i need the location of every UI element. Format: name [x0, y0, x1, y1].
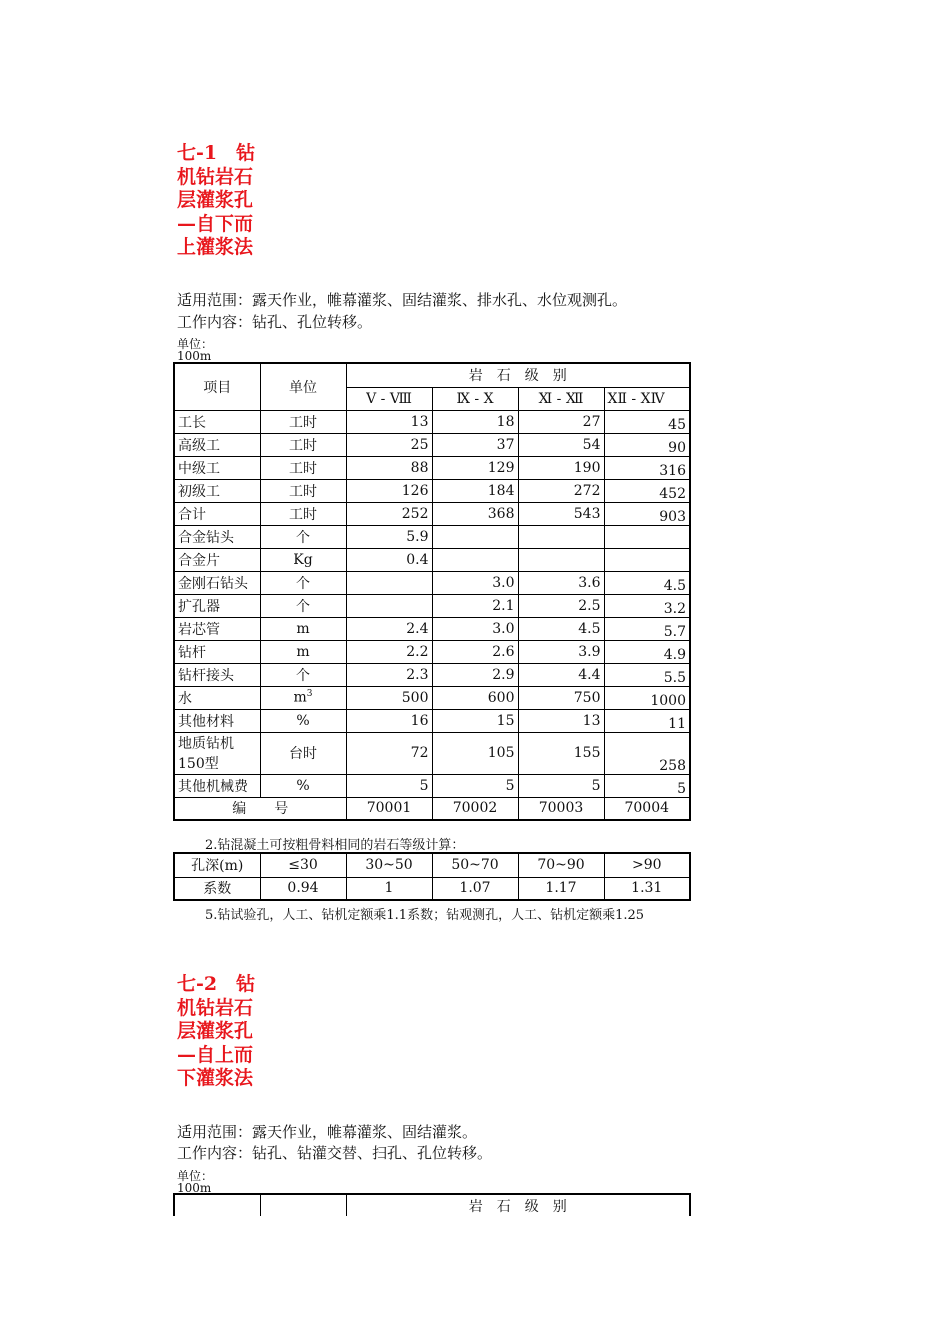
row-name [174, 663, 260, 686]
title-line: 七-2 钻 [177, 973, 256, 995]
row-name [174, 433, 260, 456]
row-unit-text: % [296, 777, 310, 794]
value-cell: 600 [432, 686, 518, 709]
row-unit [260, 617, 346, 640]
row-name [174, 410, 260, 433]
row-name-text: 水 [178, 690, 192, 707]
table-row [174, 456, 690, 479]
table-row [174, 617, 690, 640]
row-unit-text: Kg [293, 551, 313, 568]
row-name-text: 合计 [178, 506, 206, 523]
title-line: 层灌浆孔 [177, 189, 254, 211]
table-row [174, 479, 690, 502]
table-row [174, 502, 690, 525]
value-cell: 5.5 [604, 663, 690, 686]
row-unit-text: 工时 [289, 414, 317, 431]
title-line: —自上而 [177, 1043, 254, 1066]
title-line: 机钻岩石 [177, 165, 254, 188]
value-cell: 184 [432, 479, 518, 502]
header-rock-grade: 岩 石 级 别 [346, 1194, 690, 1218]
value-cell: 3.0 [432, 571, 518, 594]
value-cell: 500 [346, 686, 432, 709]
value-cell: 272 [518, 479, 604, 502]
work-content-text: 工作内容：钻孔、钻灌交替、扫孔、孔位转移。 [177, 1144, 493, 1162]
value-cell: 37 [432, 433, 518, 456]
depth-cell: 70~90 [518, 853, 604, 877]
table-row [174, 433, 690, 456]
value-cell: 13 [518, 709, 604, 732]
value-cell: 3.9 [518, 640, 604, 663]
row-name-text: 高级工 [178, 437, 220, 454]
row-name-text: 初级工 [178, 483, 220, 500]
depth-cell: 30~50 [346, 853, 432, 877]
value-cell: 2.9 [432, 663, 518, 686]
value-cell: 5.7 [604, 617, 690, 640]
value-cell: 2.3 [346, 663, 432, 686]
row-unit [260, 732, 346, 774]
value-cell: 25 [346, 433, 432, 456]
section-1-title [177, 142, 267, 260]
row-unit-text: 个 [296, 575, 310, 592]
value-cell: 54 [518, 433, 604, 456]
unit-label-text: 单位： [177, 338, 214, 351]
row-name-text: 其他机械费 [178, 778, 248, 795]
page-cutoff [0, 1216, 950, 1344]
row-unit-text: 工时 [289, 506, 317, 523]
factor-cell: 1.07 [432, 877, 518, 900]
row-unit-text: 个 [296, 529, 310, 546]
code-label: 编 号 [174, 797, 346, 820]
value-cell [604, 548, 690, 571]
code-cell: 70002 [432, 797, 518, 820]
title-line: —自下而 [177, 212, 254, 235]
value-cell: 368 [432, 502, 518, 525]
grade-col: Ⅺ - Ⅻ [518, 387, 604, 410]
value-cell: 452 [604, 479, 690, 502]
row-unit [260, 709, 346, 732]
row-unit [260, 774, 346, 797]
row-unit-text: m [296, 643, 310, 660]
row-name-text: 合金钻头 [178, 529, 234, 546]
note-concrete: 2.钻混凝土可按粗骨料相同的岩石等级计算： [205, 838, 465, 853]
unit-superscript: 3 [306, 689, 313, 700]
value-cell [346, 594, 432, 617]
table-row [174, 548, 690, 571]
row-name [174, 594, 260, 617]
value-cell: 3.0 [432, 617, 518, 640]
value-cell: 126 [346, 479, 432, 502]
depth-coefficient-table [173, 852, 691, 901]
row-name [174, 709, 260, 732]
value-cell [346, 571, 432, 594]
scope-text: 适用范围：露天作业，帷幕灌浆、固结灌浆、排水孔、水位观测孔。 [177, 291, 628, 309]
value-cell: 3.2 [604, 594, 690, 617]
row-name-text: 金刚石钻头 [178, 575, 248, 592]
row-unit-text: 个 [296, 598, 310, 615]
row-name [174, 732, 260, 774]
row-unit [260, 663, 346, 686]
value-cell: 190 [518, 456, 604, 479]
depth-cell: ≤30 [260, 853, 346, 877]
unit-label-text: 单位： [177, 1170, 214, 1183]
row-name-text: 中级工 [178, 460, 220, 477]
value-cell: 4.5 [518, 617, 604, 640]
row-unit [260, 548, 346, 571]
title-line: 上灌浆法 [177, 236, 254, 258]
value-cell: 72 [346, 732, 432, 774]
code-cell: 70004 [604, 797, 690, 820]
value-cell: 5 [604, 774, 690, 797]
row-name [174, 640, 260, 663]
value-cell: 2.5 [518, 594, 604, 617]
title-line: 下灌浆法 [177, 1067, 254, 1089]
value-cell: 11 [604, 709, 690, 732]
value-cell [518, 548, 604, 571]
unit-label [177, 338, 257, 364]
value-cell: 2.6 [432, 640, 518, 663]
depth-cell: 50~70 [432, 853, 518, 877]
value-cell: 750 [518, 686, 604, 709]
grade-col: ⅩⅡ - ⅩⅣ [604, 387, 690, 410]
value-cell: 5 [432, 774, 518, 797]
header-unit: 单位 [260, 363, 346, 410]
value-cell: 2.4 [346, 617, 432, 640]
table-row [174, 709, 690, 732]
value-cell: 252 [346, 502, 432, 525]
row-unit-text: 工时 [289, 437, 317, 454]
table-row [174, 410, 690, 433]
factor-label: 系数 [174, 877, 260, 900]
value-cell [432, 548, 518, 571]
row-name [174, 456, 260, 479]
depth-cell: >90 [604, 853, 690, 877]
value-cell: 5 [518, 774, 604, 797]
grade-col: Ⅴ - Ⅷ [346, 387, 432, 410]
value-cell: 4.4 [518, 663, 604, 686]
value-cell [432, 525, 518, 548]
row-unit [260, 410, 346, 433]
table-row [174, 774, 690, 797]
header-rock-grade: 岩 石 级 别 [346, 363, 690, 387]
row-name-text: 钻杆接头 [178, 667, 234, 684]
row-unit-text: m [296, 620, 310, 637]
factor-cell: 1.31 [604, 877, 690, 900]
value-cell: 15 [432, 709, 518, 732]
row-name-text: 150型 [178, 756, 219, 772]
value-cell: 4.5 [604, 571, 690, 594]
value-cell: 105 [432, 732, 518, 774]
unit-value-text: 100m [177, 1181, 212, 1195]
value-cell: 0.4 [346, 548, 432, 571]
row-unit-text: m [293, 689, 307, 706]
title-line: 机钻岩石 [177, 996, 254, 1019]
value-cell: 258 [604, 732, 690, 774]
row-unit-text: 个 [296, 667, 310, 684]
row-unit [260, 525, 346, 548]
value-cell: 1000 [604, 686, 690, 709]
header-item: 项目 [174, 363, 260, 410]
unit-value-text: 100m [177, 349, 212, 363]
row-name [174, 617, 260, 640]
code-cell: 70003 [518, 797, 604, 820]
table-row [174, 732, 690, 774]
value-cell: 3.6 [518, 571, 604, 594]
value-cell: 88 [346, 456, 432, 479]
row-name-text: 岩芯管 [178, 621, 220, 638]
code-cell: 70001 [346, 797, 432, 820]
value-cell: 18 [432, 410, 518, 433]
row-name-text: 其他材料 [178, 713, 234, 730]
row-unit [260, 433, 346, 456]
value-cell: 155 [518, 732, 604, 774]
value-cell: 45 [604, 410, 690, 433]
value-cell: 13 [346, 410, 432, 433]
title-line: 七-1 钻 [177, 142, 256, 164]
title-line: 层灌浆孔 [177, 1020, 254, 1042]
row-name [174, 774, 260, 797]
value-cell: 903 [604, 502, 690, 525]
depth-label: 孔深(m) [174, 853, 260, 877]
row-unit [260, 686, 346, 709]
factor-cell: 0.94 [260, 877, 346, 900]
value-cell: 27 [518, 410, 604, 433]
row-name-text: 工长 [178, 414, 206, 431]
row-unit [260, 456, 346, 479]
row-unit [260, 479, 346, 502]
value-cell [518, 525, 604, 548]
table-row [174, 640, 690, 663]
table-row [174, 594, 690, 617]
value-cell: 90 [604, 433, 690, 456]
row-name-text: 钻杆 [178, 644, 206, 661]
work-content-text: 工作内容：钻孔、孔位转移。 [177, 313, 373, 331]
row-name [174, 479, 260, 502]
row-unit [260, 502, 346, 525]
row-name [174, 548, 260, 571]
scope-text: 适用范围：露天作业，帷幕灌浆、固结灌浆。 [177, 1123, 478, 1141]
table-row [174, 571, 690, 594]
row-unit [260, 594, 346, 617]
value-cell: 5.9 [346, 525, 432, 548]
value-cell: 129 [432, 456, 518, 479]
row-name [174, 525, 260, 548]
table-row [174, 663, 690, 686]
table-row [174, 686, 690, 709]
row-unit-text: 台时 [289, 746, 317, 762]
value-cell: 16 [346, 709, 432, 732]
row-name-text: 扩孔器 [178, 598, 220, 615]
value-cell: 4.9 [604, 640, 690, 663]
factor-cell: 1 [346, 877, 432, 900]
row-name [174, 502, 260, 525]
grade-col: Ⅸ - Ⅹ [432, 387, 518, 410]
note-test-hole: 5.钻试验孔，人工、钻机定额乘1.1系数；钻观测孔，人工、钻机定额乘1.25 [205, 908, 645, 923]
row-unit [260, 640, 346, 663]
row-unit-text: 工时 [289, 483, 317, 500]
factor-cell: 1.17 [518, 877, 604, 900]
value-cell: 316 [604, 456, 690, 479]
value-cell: 5 [346, 774, 432, 797]
value-cell: 2.1 [432, 594, 518, 617]
table-row [174, 525, 690, 548]
row-name [174, 686, 260, 709]
row-name-text: 地质钻机 [178, 736, 234, 752]
value-cell: 2.2 [346, 640, 432, 663]
value-cell: 543 [518, 502, 604, 525]
row-unit-text: 工时 [289, 460, 317, 477]
row-name-text: 合金片 [178, 552, 220, 569]
section-2-title [177, 973, 267, 1091]
value-cell [604, 525, 690, 548]
row-name [174, 571, 260, 594]
row-unit [260, 571, 346, 594]
row-unit-text: % [296, 712, 310, 729]
quota-table [173, 362, 691, 821]
